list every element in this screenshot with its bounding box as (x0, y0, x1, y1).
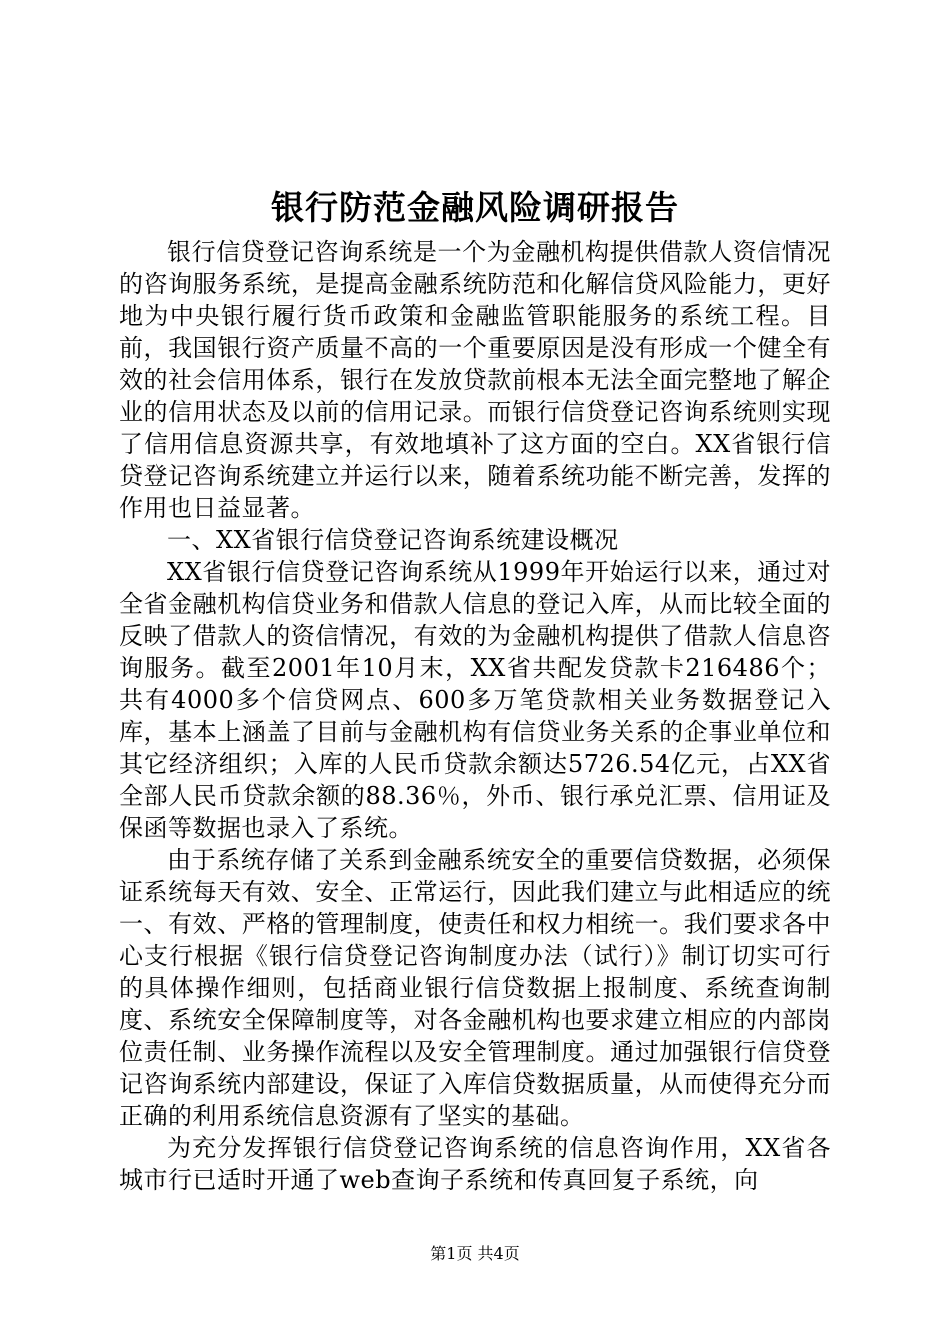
paragraph-query: 为充分发挥银行信贷登记咨询系统的信息咨询作用，XX省各城市行已适时开通了web查询子系统和传真回复子系统，向 (119, 1134, 831, 1194)
paragraph-intro: 银行信贷登记咨询系统是一个为金融机构提供借款人资信情况的咨询服务系统，是提高金融系统防范和化解信贷风险能力，更好地为中央银行履行货币政策和金融监管职能服务的系统工程。目前，我国银行资产质量不高的一个重要原因是没有形成一个健全有效的社会信用体系，银行在发放贷款前根本无法全面完整地了解企业的信用状态及以前的信用记录。而银行信贷登记咨询系统则实现了信用信息资源共享，有效地填补了这方面的空白。XX省银行信贷登记咨询系统建立并运行以来，随着系统功能不断完善，发挥的作用也日益显著。 (119, 238, 831, 522)
section-heading: 一、XX省银行信贷登记咨询系统建设概况 (167, 526, 619, 554)
document-title: 银行防范金融风险调研报告 (271, 188, 679, 227)
paragraph-overview: XX省银行信贷登记咨询系统从1999年开始运行以来，通过对全省金融机构信贷业务和借款人信息的登记入库，从而比较全面的反映了借款人的资信情况，有效的为金融机构提供了借款人信息咨询服务。截至2001年10月末，XX省共配发贷款卡216486个；共有4000多个信贷网点、600多万笔贷款相关业务数据登记入库，基本上涵盖了目前与金融机构有信贷业务关系的企事业单位和其它经济组织；入库的人民币贷款余额达5726.54亿元，占XX省全部人民币贷款余额的88.36％，外币、银行承兑汇票、信用证及保函等数据也录入了系统。 (119, 558, 831, 842)
document-body (119, 236, 831, 1196)
paragraph-management: 由于系统存储了关系到金融系统安全的重要信贷数据，必须保证系统每天有效、安全、正常运行，因此我们建立与此相适应的统一、有效、严格的管理制度，使责任和权力相统一。我们要求各中心支行根据《银行信贷登记咨询制度办法（试行）》制订切实可行的具体操作细则，包括商业银行信贷数据上报制度、系统查询制度、系统安全保障制度等，对各金融机构也要求建立相应的内部岗位责任制、业务操作流程以及安全管理制度。通过加强银行信贷登记咨询系统内部建设，保证了入库信贷数据质量，从而使得充分而正确的利用系统信息资源有了坚实的基础。 (119, 846, 831, 1130)
page-footer: 第1页 共4页 (430, 1244, 520, 1263)
